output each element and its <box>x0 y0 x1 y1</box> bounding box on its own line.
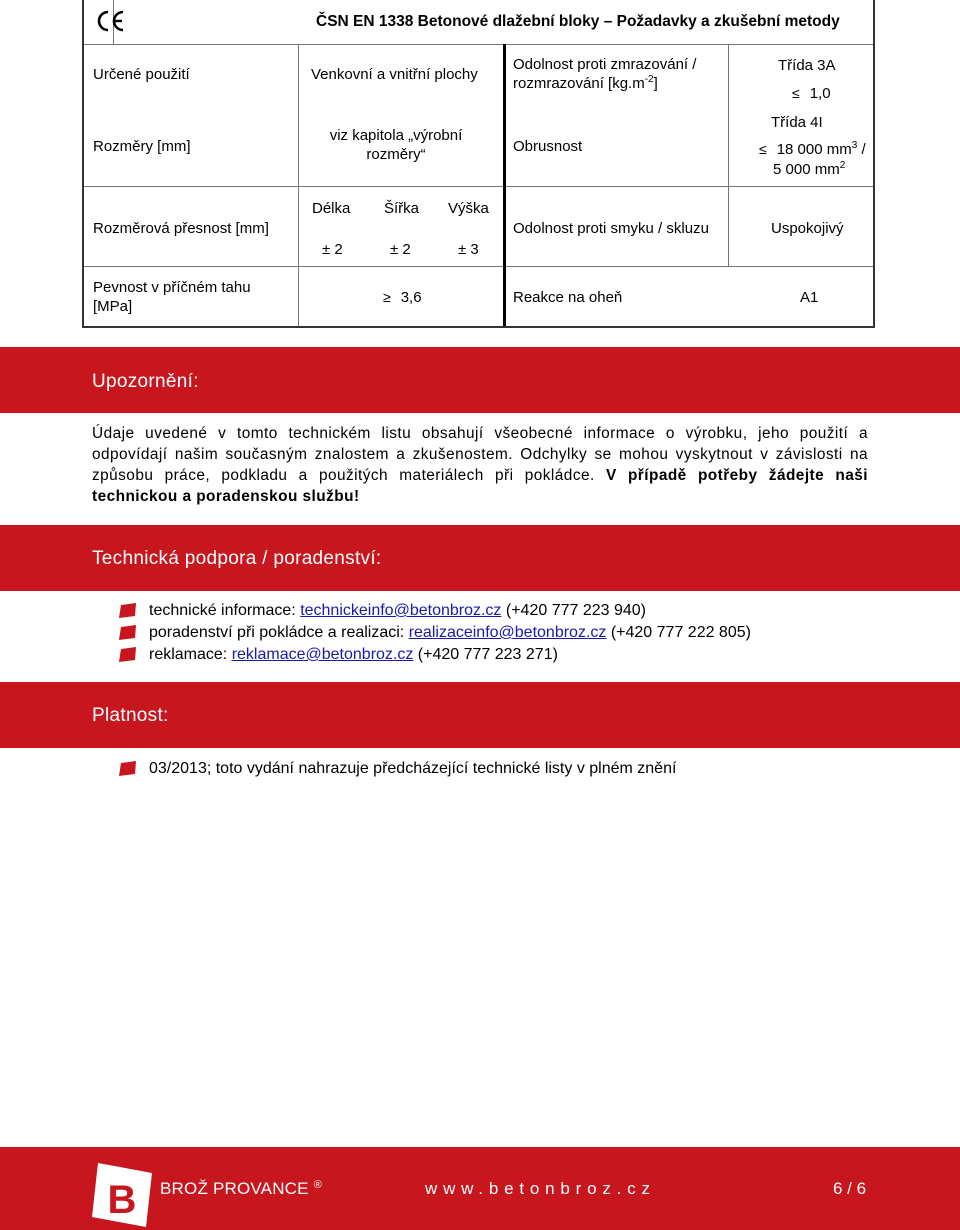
dim-value-height: ± 3 <box>458 241 479 258</box>
dim-value-length: ± 2 <box>322 241 343 258</box>
validity-text: 03/2013; toto vydání nahrazuje předcházející technické listy v plném znění <box>149 760 677 777</box>
class-abrasion: Třída 4I <box>771 114 823 131</box>
dim-header-length: Délka <box>312 200 351 217</box>
red-square-bullet-icon <box>118 625 138 640</box>
row-label-intended-use: Určené použití <box>93 66 190 83</box>
row-value-intended-use: Venkovní a vnitřní plochy <box>311 66 478 83</box>
property-slip-resistance: Odolnost proti smyku / skluzu <box>513 220 709 237</box>
row-label-tensile-strength: Pevnost v příčném tahu [MPa] <box>93 279 251 315</box>
validity-title: Platnost: <box>92 705 169 726</box>
class-fire-reaction: A1 <box>800 289 819 306</box>
value-abrasion-line2: 5 000 $mm^2$ <box>773 160 846 178</box>
dim-header-width: Šířka <box>384 200 420 217</box>
property-freeze-thaw: Odolnost proti zmrazování / rozmrazování $[kg.m^{-2}]$ <box>513 56 697 92</box>
dim-header-height: Výška <box>448 200 489 217</box>
table-header-title: ČSN EN 1338 Betonové dlažební bloky – Požadavky a zkušební metody <box>316 13 840 30</box>
property-abrasion: Obrusnost <box>513 138 583 155</box>
table-rule <box>84 44 873 45</box>
warning-title: Upozornění: <box>92 371 199 392</box>
red-square-bullet-icon <box>118 647 138 662</box>
class-freeze-thaw: Třída 3A <box>778 57 836 74</box>
value-freeze-thaw: ≤ 1,0 <box>792 85 831 102</box>
row-label-dimensional-tolerance: Rozměrová přesnost [mm] <box>93 220 269 237</box>
table-rule <box>298 44 299 326</box>
value-abrasion-line1: ≤ 18 000 $mm^3$ / <box>759 140 866 158</box>
email-link-technical[interactable]: technickeinfo@betonbroz.cz <box>300 602 502 619</box>
email-link-realization[interactable]: realizaceinfo@betonbroz.cz <box>408 624 607 641</box>
footer <box>0 1147 960 1230</box>
ce-mark-icon <box>95 8 125 34</box>
email-link-complaints[interactable]: reklamace@betonbroz.cz <box>231 646 414 663</box>
footer-brand: BROŽ PROVANCE ® <box>160 1179 322 1198</box>
class-slip-resistance: Uspokojivý <box>771 220 844 237</box>
table-rule <box>503 44 506 326</box>
warning-bar <box>0 347 960 413</box>
value-tensile-strength: ≥ 3,6 <box>383 289 422 306</box>
page-number: 6 / 6 <box>833 1179 867 1198</box>
validity-bar <box>0 682 960 748</box>
red-square-bullet-icon <box>118 761 138 776</box>
table-rule <box>728 44 729 266</box>
table-rule <box>84 266 873 267</box>
spec-table <box>82 0 875 328</box>
warning-text: Údaje uvedené v tomto technickém listu obsahují všeobecné informace o výrobku, jeho použití a odpovídají našim současným znalostem a zkušenostem. Odchylky se mohou vyskytnout v závislosti na způsobu práce, podkladu a použitých materiálech při pokládce. V případě potřeby žádejte naši technickou a poradenskou službu! <box>92 425 868 505</box>
row-value-dimensions: viz kapitola „výrobní rozměry“ <box>329 127 463 163</box>
logo-letter: B <box>107 1178 137 1222</box>
support-title: Technická podpora / poradenství: <box>92 548 382 569</box>
dim-value-width: ± 2 <box>390 241 411 258</box>
broz-logo-icon <box>92 1159 154 1229</box>
footer-website[interactable]: www.betonbroz.cz <box>425 1179 656 1198</box>
red-square-bullet-icon <box>118 603 138 618</box>
table-rule <box>84 186 873 187</box>
row-label-dimensions: Rozměry [mm] <box>93 138 191 155</box>
support-bar <box>0 525 960 591</box>
property-fire-reaction: Reakce na oheň <box>513 289 623 306</box>
